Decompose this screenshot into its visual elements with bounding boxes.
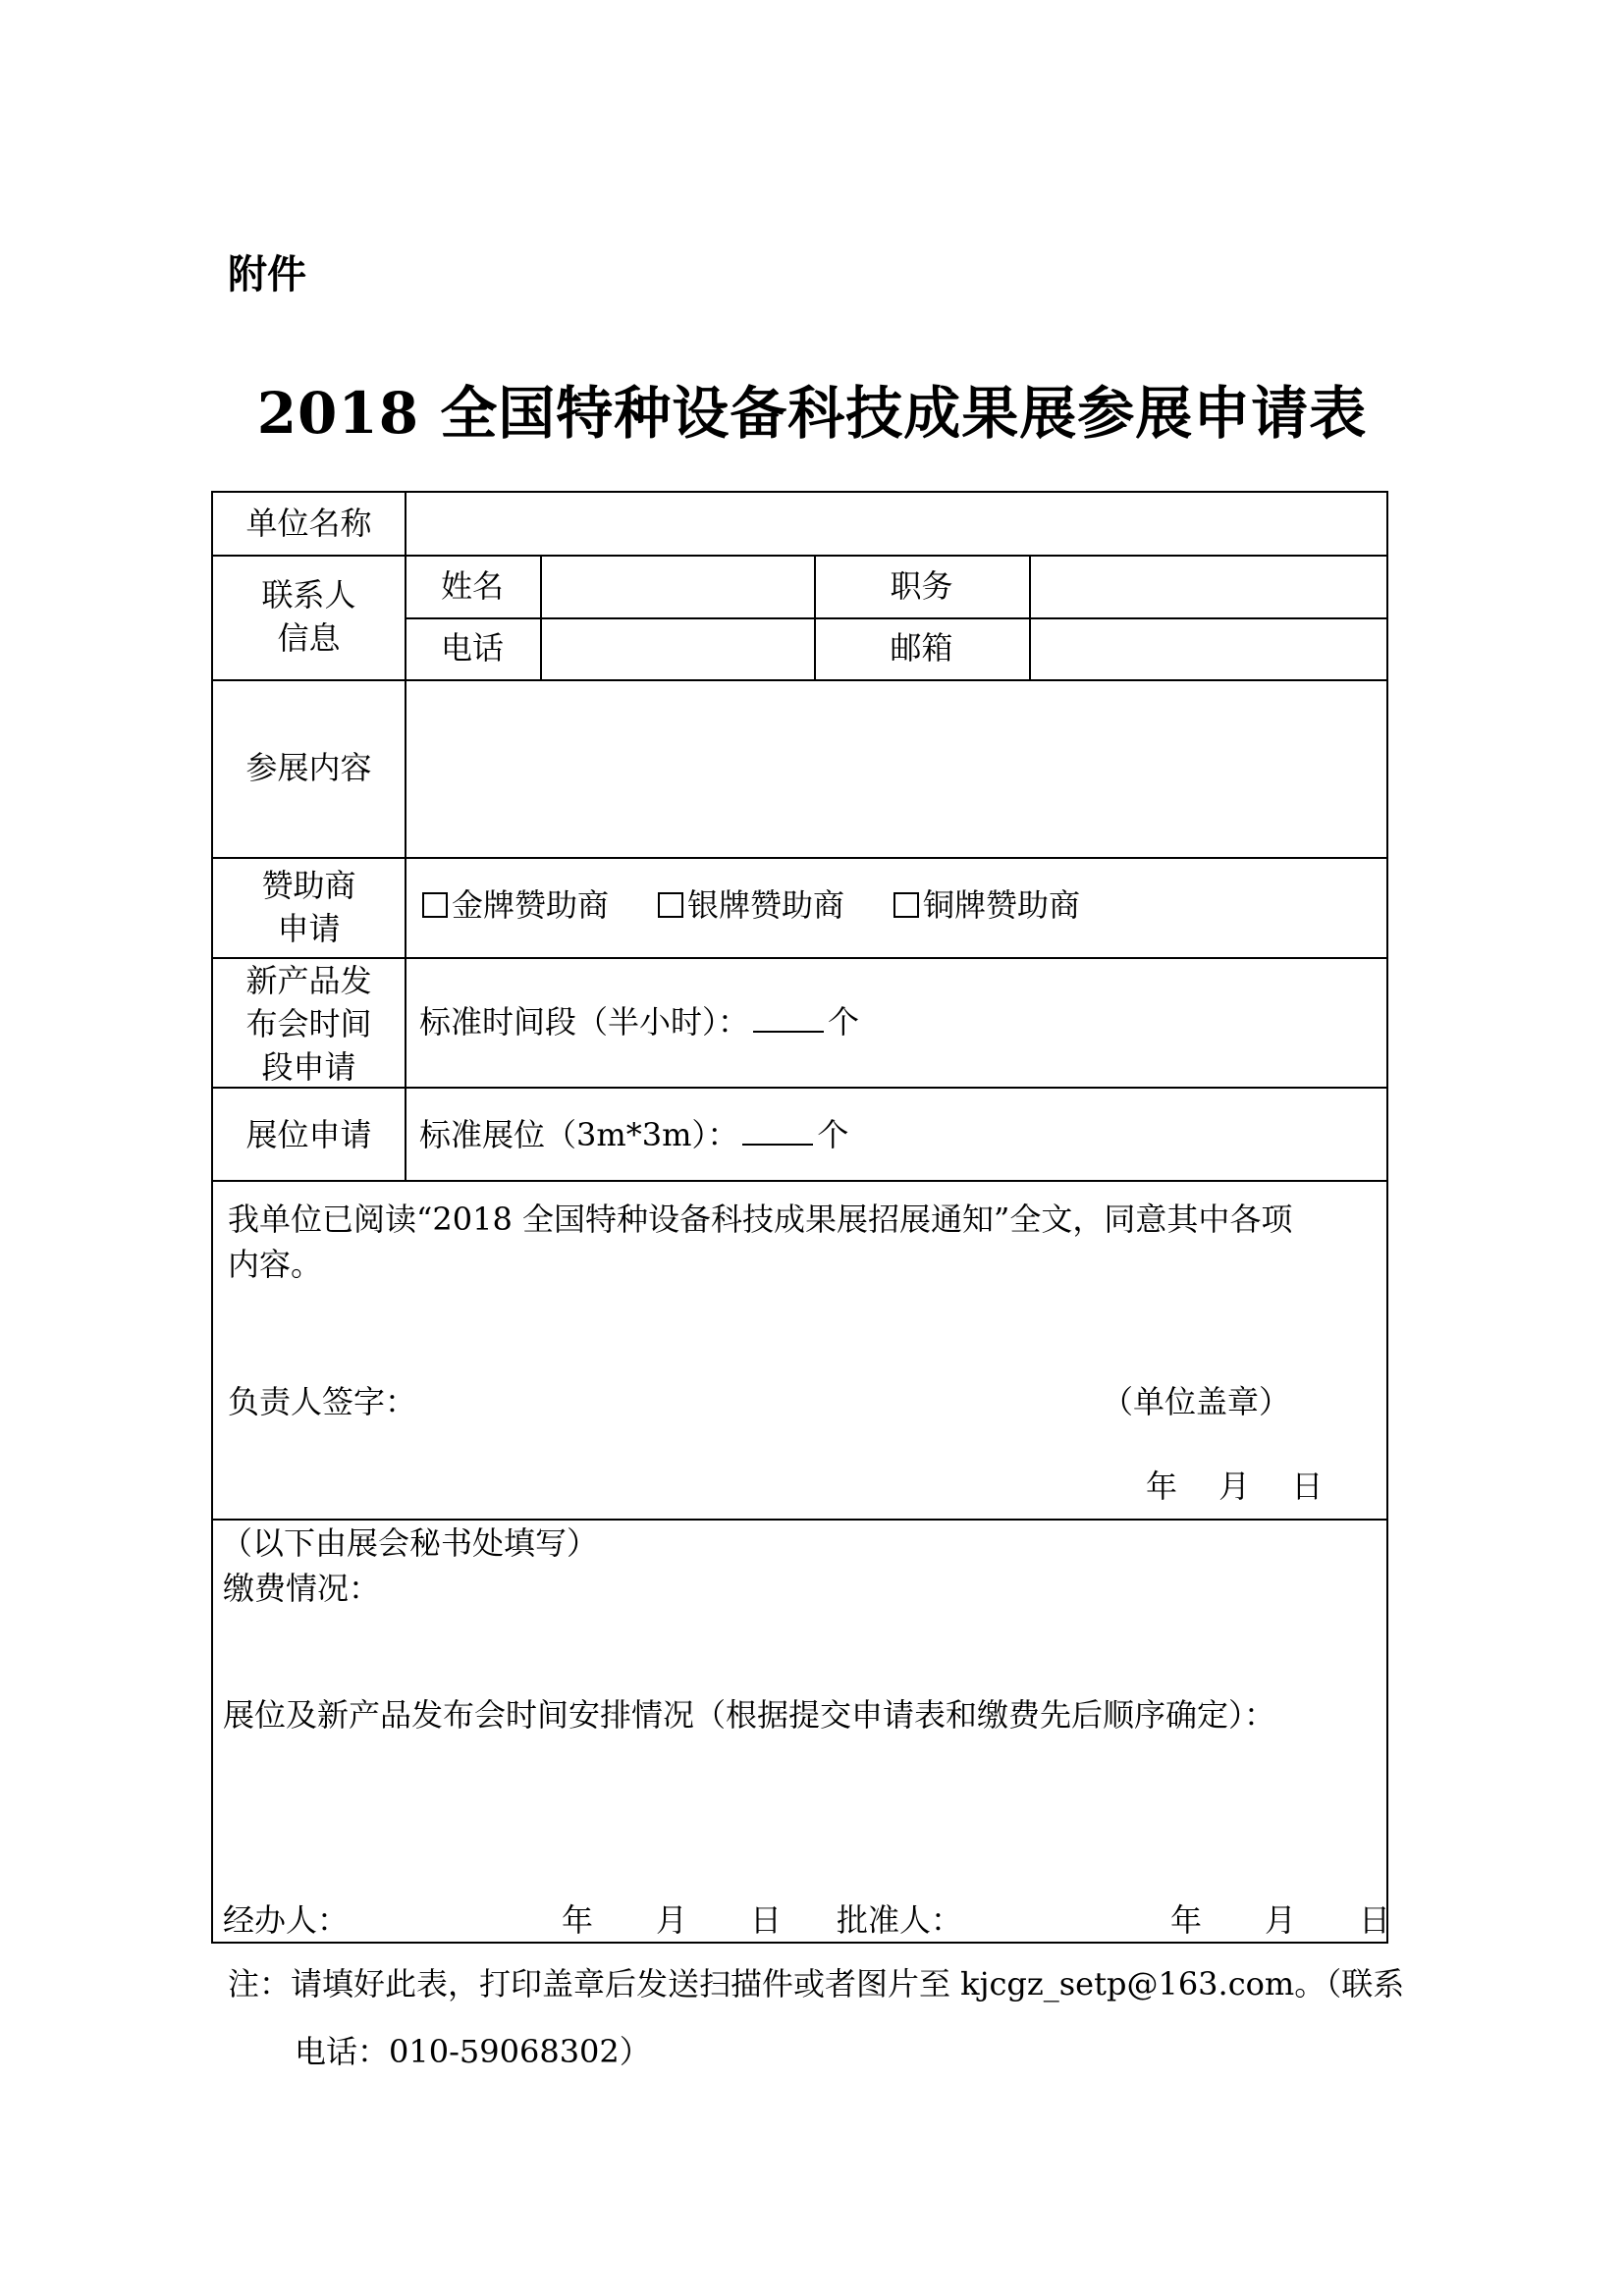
application-form — [211, 491, 1391, 1944]
row-divider — [213, 1519, 1386, 1521]
booth-unit: 个 — [817, 1116, 849, 1153]
launch-text: 标准时间段（半小时）： — [419, 1003, 750, 1041]
footer-note-line1: 注：请填好此表，打印盖章后发送扫描件或者图片至 kjcgz_setp@163.com。（联系 — [228, 1965, 1405, 2002]
launch-label-line2: 布会时间 — [245, 1005, 372, 1042]
sponsor-label-line2: 申请 — [277, 910, 341, 947]
silver-sponsor-option[interactable] — [658, 883, 844, 927]
arrangement-label: 展位及新产品发布会时间安排情况（根据提交申请表和缴费先后顺序确定）： — [223, 1696, 1276, 1734]
gold-sponsor-label: 金牌赞助商 — [452, 886, 610, 924]
attachment-label: 附件 — [228, 251, 306, 297]
contact-label-line1: 联系人 — [261, 576, 356, 614]
content-field[interactable] — [406, 681, 1384, 855]
checkbox-icon[interactable] — [658, 892, 683, 918]
approver-label: 批准人： — [837, 1901, 963, 1939]
launch-count-field[interactable] — [753, 1001, 824, 1033]
statement-line1: 我单位已阅读“2018 全国特种设备科技成果展招展通知”全文，同意其中各项 — [228, 1201, 1293, 1238]
position-label: 职务 — [890, 567, 953, 605]
contact-label-line2: 信息 — [277, 619, 341, 657]
booth-label: 展位申请 — [245, 1116, 372, 1153]
launch-label — [213, 959, 405, 1089]
launch-unit: 个 — [828, 1003, 860, 1041]
seal-label: （单位盖章） — [1102, 1383, 1291, 1420]
silver-sponsor-label: 银牌赞助商 — [687, 886, 845, 924]
row-divider — [213, 1180, 1386, 1182]
launch-label-line1: 新产品发 — [245, 962, 372, 999]
payment-label: 缴费情况： — [223, 1570, 381, 1607]
booth-count-field[interactable] — [742, 1114, 813, 1146]
org-name-field[interactable] — [406, 495, 1384, 553]
org-name-label: 单位名称 — [245, 505, 372, 542]
launch-label-line3: 段申请 — [261, 1048, 356, 1086]
launch-request — [419, 1000, 859, 1043]
content-label: 参展内容 — [245, 749, 372, 786]
row-divider — [213, 857, 1386, 859]
sponsor-label — [213, 864, 405, 950]
gold-sponsor-option[interactable] — [422, 883, 609, 927]
booth-text: 标准展位（3m*3m）： — [419, 1116, 739, 1153]
phone-label: 电话 — [440, 629, 504, 667]
position-field[interactable] — [1031, 557, 1384, 615]
signature-field[interactable] — [419, 1376, 1048, 1425]
footer-note-line2: 电话：010-59068302） — [295, 2033, 651, 2070]
name-field[interactable] — [542, 557, 812, 615]
sponsor-label-line1: 赞助商 — [261, 867, 356, 904]
handler-label: 经办人： — [223, 1901, 350, 1939]
booth-request — [419, 1113, 848, 1156]
email-label: 邮箱 — [890, 629, 953, 667]
bronze-sponsor-label: 铜牌赞助商 — [923, 886, 1081, 924]
contact-label — [213, 573, 405, 660]
statement-line2: 内容。 — [228, 1246, 323, 1283]
sponsor-options — [422, 883, 1080, 927]
phone-field[interactable] — [542, 619, 812, 677]
approver-date: 年 月 日 — [1170, 1901, 1391, 1939]
document-title: 2018 全国特种设备科技成果展参展申请表 — [256, 380, 1368, 447]
name-label: 姓名 — [440, 567, 504, 605]
statement-date: 年 月 日 — [1146, 1468, 1324, 1505]
checkbox-icon[interactable] — [422, 892, 448, 918]
bronze-sponsor-option[interactable] — [893, 883, 1080, 927]
handler-date: 年 月 日 — [562, 1901, 783, 1939]
checkbox-icon[interactable] — [893, 892, 919, 918]
signature-label: 负责人签字： — [228, 1383, 417, 1420]
email-field[interactable] — [1031, 619, 1384, 677]
secretariat-note: （以下由展会秘书处填写） — [221, 1524, 599, 1562]
